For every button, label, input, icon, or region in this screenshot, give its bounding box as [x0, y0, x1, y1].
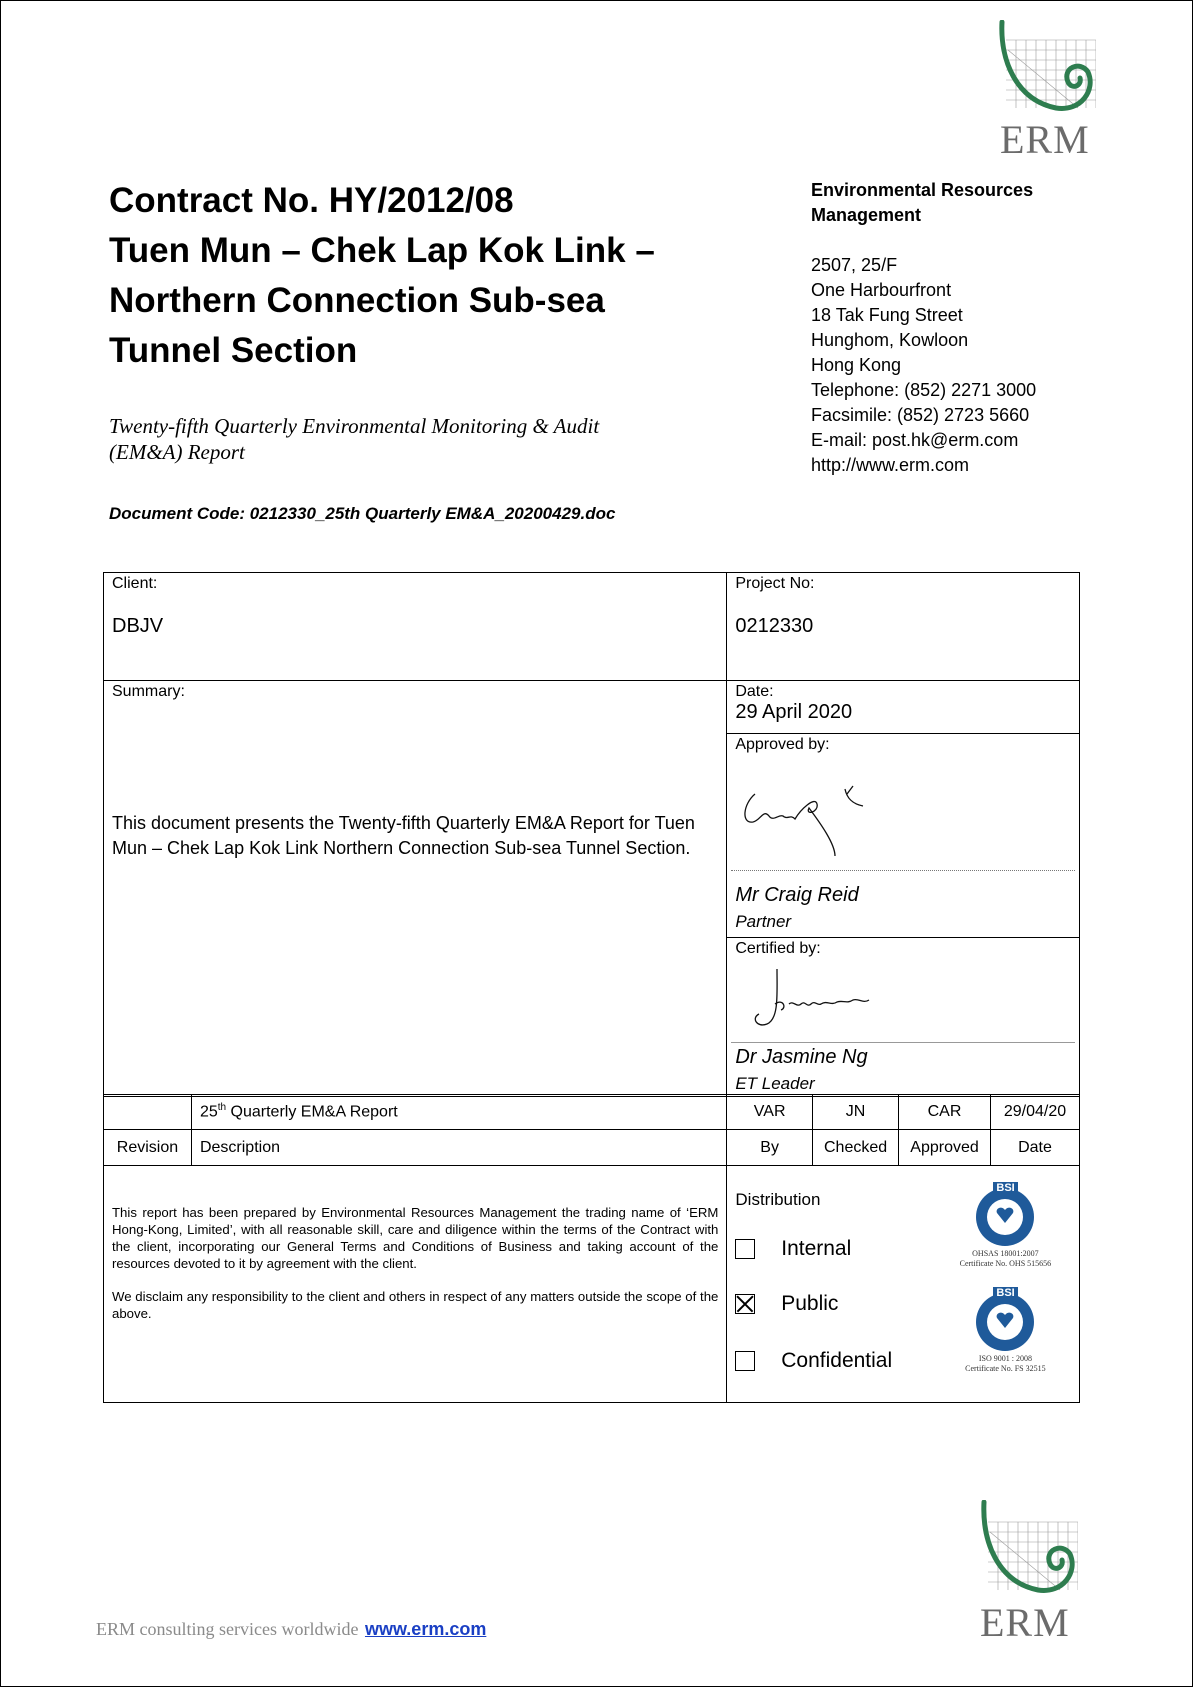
description-sup: th	[217, 1102, 227, 1114]
approved-block	[727, 734, 1079, 938]
company-name	[811, 178, 1111, 228]
confidential-checkbox[interactable]	[735, 1351, 755, 1371]
internal-checkbox[interactable]	[735, 1239, 755, 1259]
company-name-line: Management	[811, 205, 922, 225]
date-value: 29 April 2020	[735, 701, 853, 723]
certified-block	[727, 938, 1079, 1096]
erm-logo-graphic	[978, 1500, 1078, 1598]
bsi-kitemark-icon	[995, 1205, 1015, 1225]
erm-logo-text: ERM	[1000, 117, 1090, 162]
date-block	[727, 681, 1079, 734]
company-address-block	[811, 178, 1111, 478]
checked-header: Checked	[813, 1130, 899, 1166]
title-line: Contract No. HY/2012/08	[109, 181, 514, 220]
revision-header-row	[104, 1130, 1080, 1166]
document-info-table	[103, 572, 1080, 1097]
revision-row	[104, 1095, 1080, 1130]
erm-logo-bottom	[978, 1500, 1078, 1645]
address-line: http://www.erm.com	[811, 455, 970, 475]
address-line: 18 Tak Fung Street	[811, 305, 963, 325]
document-subtitle	[109, 413, 749, 465]
distribution-option-internal[interactable]	[735, 1237, 851, 1261]
public-label: Public	[781, 1292, 839, 1316]
bsi-logo	[976, 1182, 1034, 1246]
description-cell	[191, 1095, 726, 1130]
by-cell: VAR	[727, 1095, 813, 1130]
distribution-label: Distribution	[735, 1190, 821, 1209]
address-line: Hong Kong	[811, 355, 902, 375]
summary-label: Summary:	[112, 683, 185, 700]
summary-text: This document presents the Twenty-fifth Quarterly EM&A Report for Tuen Mun – Chek Lap Kok Link Northern Connection Sub-sea Tunnel Section.	[112, 813, 695, 858]
distribution-cell	[727, 1166, 1080, 1403]
document-title	[109, 176, 749, 376]
subtitle-line: Twenty-fifth Quarterly Environmental Monitoring & Audit	[109, 414, 600, 438]
approver-name: Mr Craig Reid	[735, 884, 859, 906]
bsi-badge-text: BSI	[993, 1287, 1017, 1299]
subtitle-line: (EM&A) Report	[109, 440, 245, 464]
cert-line: Certificate No. OHS 515656	[959, 1259, 1052, 1268]
certifier-signature	[747, 964, 887, 1034]
company-name-line: Environmental Resources	[811, 180, 1034, 200]
certifier-title: ET Leader	[735, 1074, 815, 1093]
address-line: One Harbourfront	[811, 280, 952, 300]
public-checkbox[interactable]	[735, 1294, 755, 1314]
project-value: 0212330	[735, 615, 814, 637]
disclaimer-para-1: This report has been prepared by Environmental Resources Management the trading name of ‘ERM Hong-Kong, Limited’, with all reasonable skill, care and diligence within the terms of the Contract with the client, incorporating our General Terms and Conditions of Business and taking account of the resources devoted to it by agreement with the client.	[112, 1205, 719, 1271]
footer-text: ERM consulting services worldwide	[96, 1619, 359, 1639]
bsi-ohsas-cert	[945, 1182, 1065, 1269]
distribution-option-public[interactable]	[735, 1292, 838, 1316]
disclaimer-table	[103, 1165, 1080, 1403]
title-line: Northern Connection Sub-sea	[109, 281, 605, 320]
distribution-option-confidential[interactable]	[735, 1349, 892, 1373]
footer-link[interactable]: www.erm.com	[364, 1619, 487, 1639]
date-header: Date	[991, 1130, 1080, 1166]
client-value: DBJV	[112, 615, 164, 637]
signature-line	[731, 1042, 1075, 1043]
client-label: Client:	[112, 575, 158, 592]
bsi-logo	[976, 1287, 1034, 1351]
approved-cell: CAR	[899, 1095, 991, 1130]
erm-logo-graphic	[996, 20, 1096, 115]
address-line: Hunghom, Kowloon	[811, 330, 969, 350]
approved-header: Approved	[899, 1130, 991, 1166]
project-label: Project No:	[735, 575, 815, 592]
disclaimer-para-2: We disclaim any responsibility to the client and others in respect of any matters outside the scope of the above.	[112, 1289, 719, 1321]
client-cell	[104, 573, 727, 681]
internal-label: Internal	[781, 1237, 852, 1261]
address-line: E-mail: post.hk@erm.com	[811, 430, 1019, 450]
title-line: Tunnel Section	[109, 331, 358, 370]
description-header: Description	[191, 1130, 726, 1166]
approved-label: Approved by:	[735, 736, 830, 753]
by-header: By	[727, 1130, 813, 1166]
revision-header: Revision	[104, 1130, 192, 1166]
footer	[96, 1619, 486, 1640]
erm-logo-text: ERM	[980, 1600, 1070, 1645]
disclaimer-cell	[104, 1166, 727, 1403]
address-line: Facsimile: (852) 2723 5660	[811, 405, 1030, 425]
date-label: Date:	[735, 683, 774, 700]
document-code: Document Code: 0212330_25th Quarterly EM&A_20200429.doc	[109, 504, 616, 523]
bsi-kitemark-icon	[995, 1310, 1015, 1330]
revision-table	[103, 1094, 1080, 1166]
date-cell: 29/04/20	[991, 1095, 1080, 1130]
summary-cell	[104, 681, 727, 1097]
certifier-name: Dr Jasmine Ng	[735, 1046, 868, 1068]
project-cell	[727, 573, 1080, 681]
description-suffix: Quarterly EM&A Report	[226, 1103, 398, 1121]
cert-line: Certificate No. FS 32515	[965, 1364, 1046, 1373]
confidential-label: Confidential	[781, 1349, 893, 1373]
approver-signature	[735, 764, 875, 864]
address-lines	[811, 253, 1111, 478]
signature-line	[731, 870, 1075, 871]
address-line: Telephone: (852) 2271 3000	[811, 380, 1037, 400]
address-line: 2507, 25/F	[811, 255, 898, 275]
cert-line: OHSAS 18001:2007	[972, 1249, 1039, 1258]
approval-cell	[727, 681, 1080, 1097]
cert-line: ISO 9001 : 2008	[978, 1354, 1032, 1363]
revision-cell	[104, 1095, 192, 1130]
erm-logo-top	[996, 20, 1096, 162]
approver-title: Partner	[735, 912, 792, 931]
bsi-iso-cert	[945, 1287, 1065, 1374]
certified-label: Certified by:	[735, 940, 821, 957]
checked-cell: JN	[813, 1095, 899, 1130]
bsi-badge-text: BSI	[993, 1182, 1017, 1194]
description-prefix: 25	[199, 1103, 218, 1121]
title-line: Tuen Mun – Chek Lap Kok Link –	[109, 231, 655, 270]
